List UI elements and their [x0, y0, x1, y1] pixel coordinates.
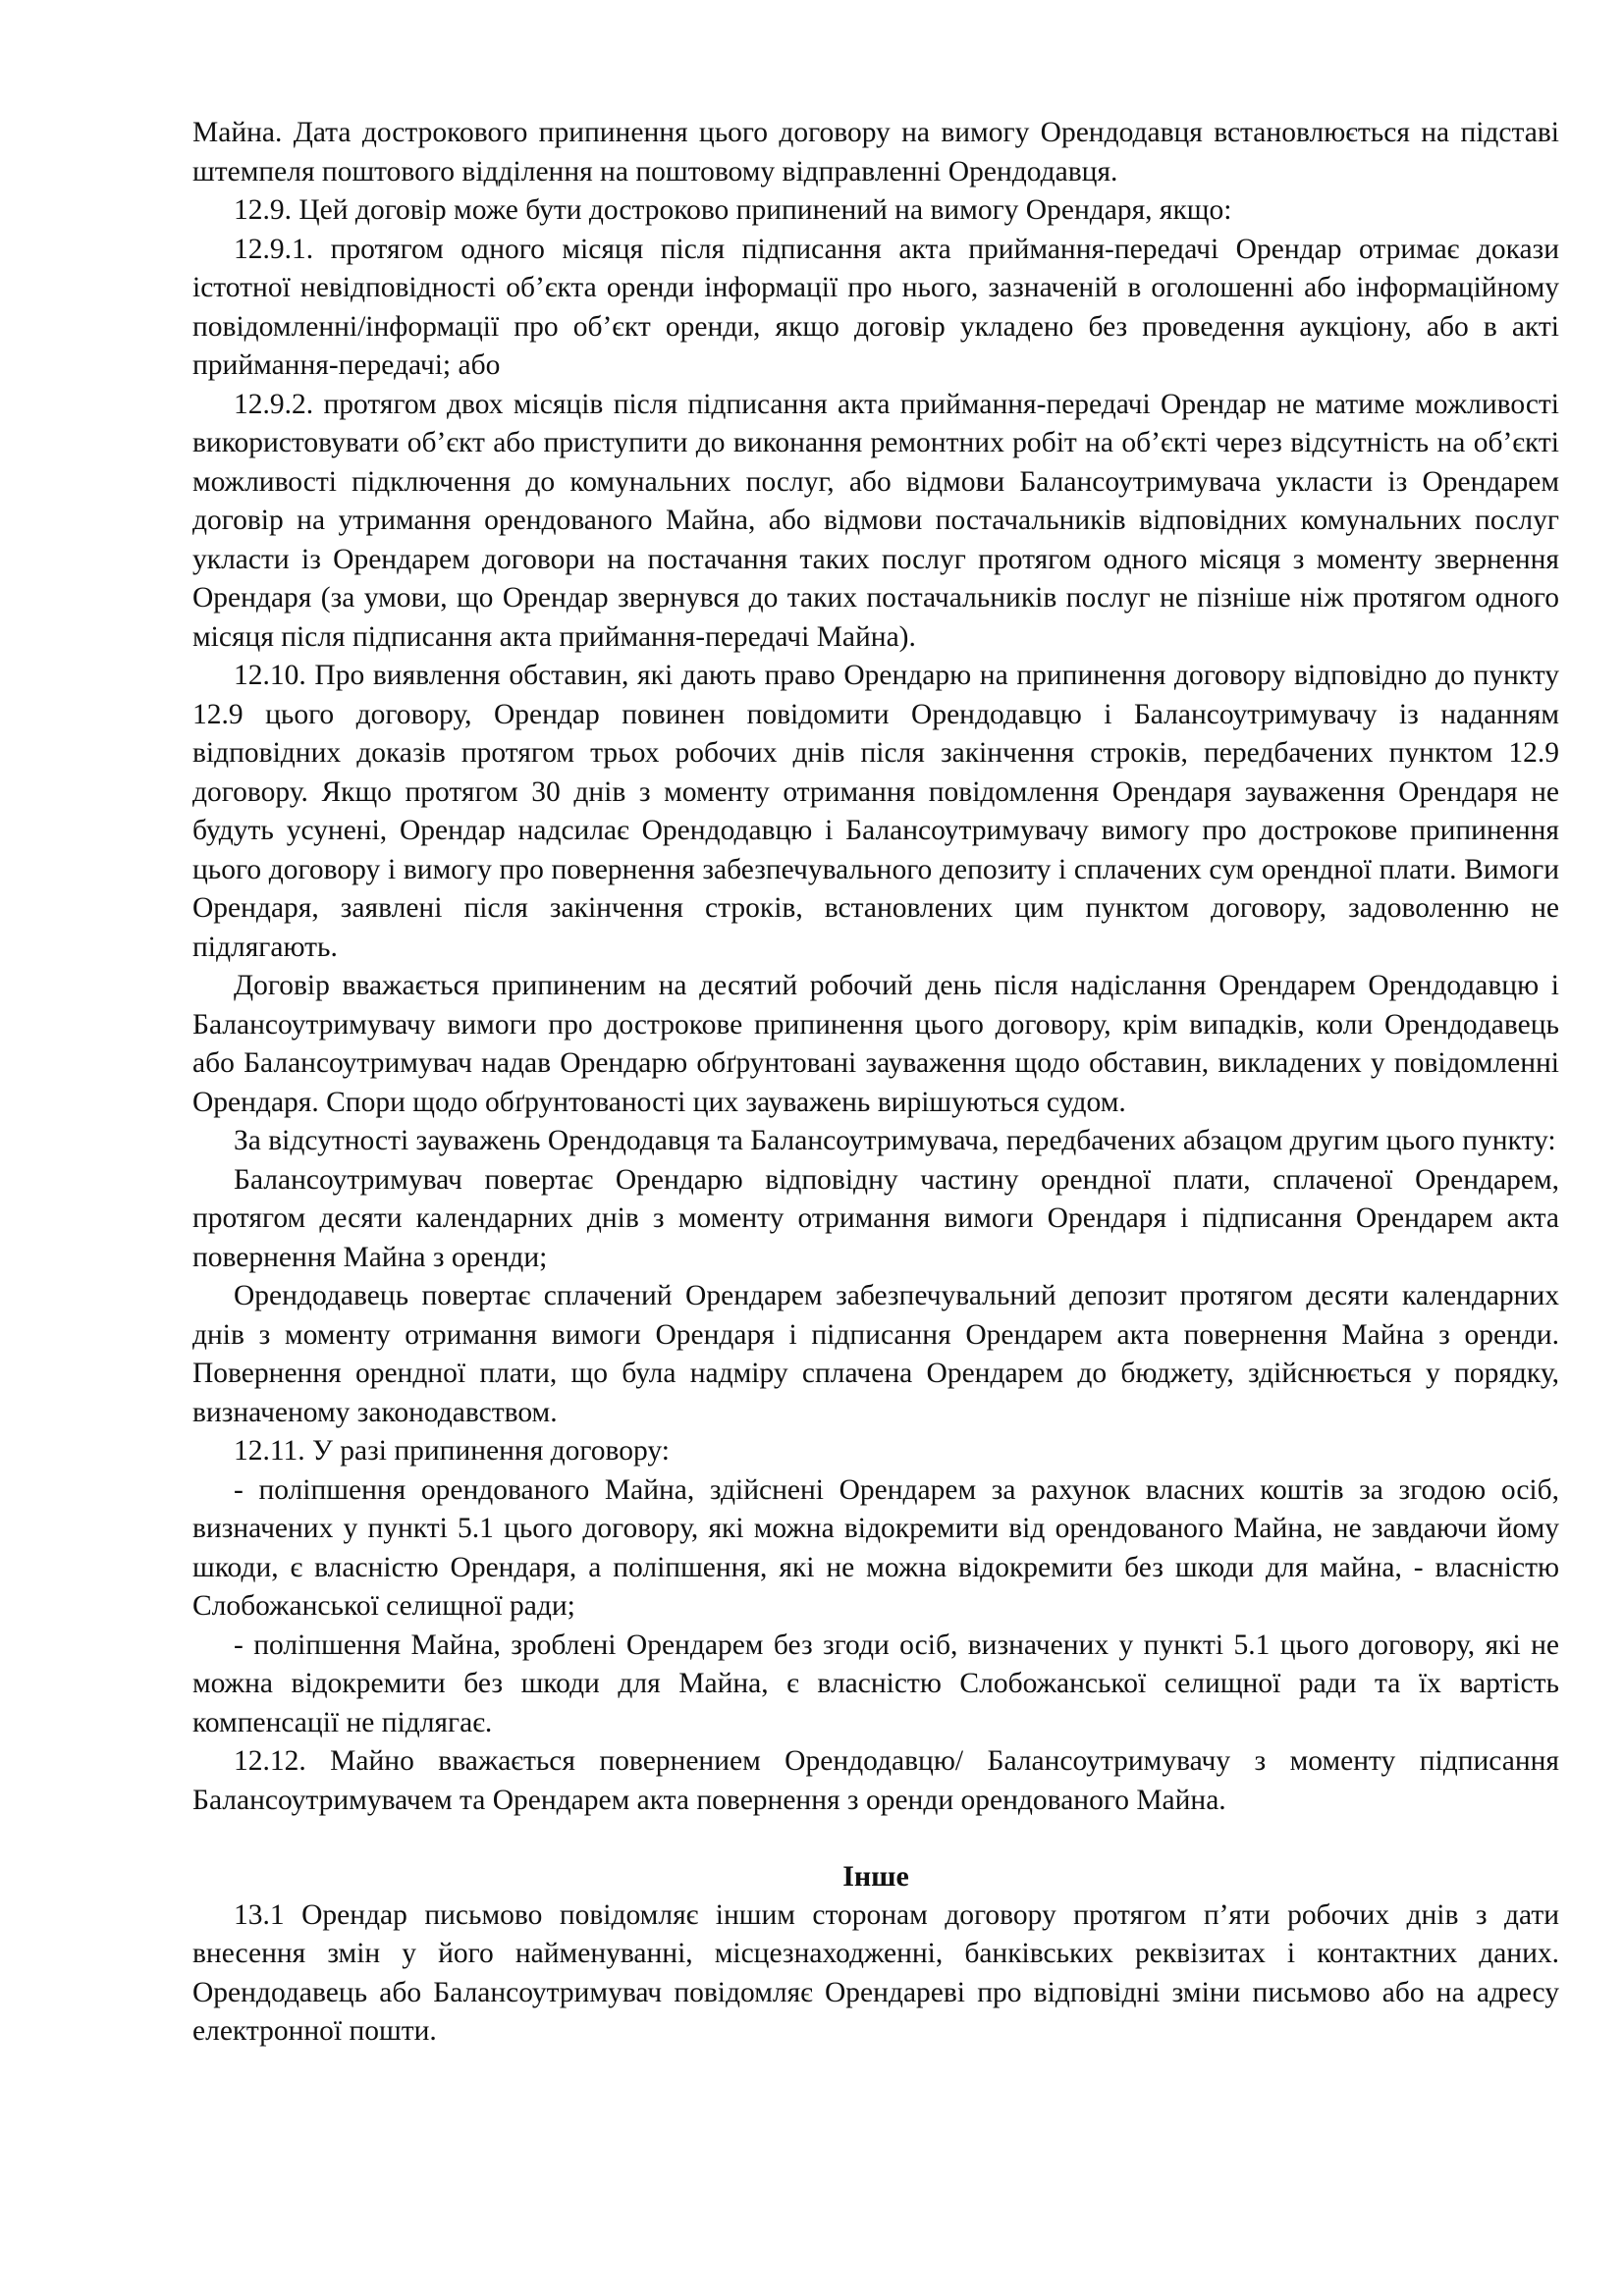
paragraph-improvements-without-consent: - поліпшення Майна, зроблені Орендарем без згоди осіб, визначених у пункті 5.1 цього договору, які не можна відокремити без шкоди для Майна, є власністю Слобожанської селищної ради та їх вартість компенсації не підлягає. — [192, 1629, 1559, 1738]
paragraph-13-1: 13.1 Орендар письмово повідомляє іншим сторонам договору протягом п’яти робочих днів з дати внесення змін у його найменуванні, місцезнаходженні, банківських реквізитах і контактних даних. Орендодавець або Балансоутримувач повідомляє Орендареві про відповідні зміни письмово або на адресу електронної пошти. — [192, 1898, 1559, 2047]
paragraph-no-objections: За відсутності зауважень Орендодавця та Балансоутримувача, передбачених абзацом другим цього пункту: — [234, 1125, 1556, 1156]
paragraph-12-9-2: 12.9.2. протягом двох місяців після підписання акта приймання-передачі Орендар не матиме можливості використовувати об’єкт або приступити до виконання ремонтних робіт на об’єкті через відсутність на об’єкті можливості підключення до комунальних послуг, або відмови Балансоутримувача укласти із Орендарем договір на утримання орендованого Майна, або відмови постачальників відповідних комунальних послуг укласти із Орендарем договори на постачання таких послуг протягом одного місяця з моменту звернення Орендаря (за умови, що Орендар звернувся до таких постачальників послуг не пізніше ніж протягом одного місяця після підписання акта приймання-передачі Майна). — [192, 388, 1559, 653]
paragraph-lessor-returns: Орендодавець повертає сплачений Орендарем забезпечувальний депозит протягом десяти календарних днів з моменту отримання вимоги Орендаря і підписання Орендарем акта повернення Майна з оренди. Повернення орендної плати, що була надміру сплачена Орендарем до бюджету, здійснюється у порядку, визначеному законодавством. — [192, 1280, 1559, 1428]
paragraph-12-9-1: 12.9.1. протягом одного місяця після підписання акта приймання-передачі Орендар отримає докази істотної невідповідності об’єкта оренди інформації про нього, зазначеній в оголошенні або інформаційному повідомленні/інформації про об’єкт оренди, якщо договір укладено без проведення аукціону, або в акті приймання-передачі; або — [192, 233, 1559, 381]
section-heading-other: Інше — [842, 1860, 909, 1893]
paragraph-balance-holder-returns: Балансоутримувач повертає Орендарю відповідну частину орендної плати, сплаченої Орендарем, протягом десяти календарних днів з моменту отримання вимоги Орендаря і підписання Орендарем акта повернення Майна з оренди; — [192, 1163, 1559, 1273]
paragraph-improvements-separable: - поліпшення орендованого Майна, здійснені Орендарем за рахунок власних коштів за згодою осіб, визначених у пункті 5.1 цього договору, які можна відокремити від орендованого Майна, не завдаючи йому шкоди, є власністю Орендаря, а поліпшення, які не можна відокремити без шкоди для майна, - власністю Слобожанської селищної ради; — [192, 1473, 1559, 1622]
paragraph-12-11: 12.11. У разі припинення договору: — [234, 1435, 670, 1467]
document-page — [192, 114, 1559, 2052]
paragraph-continuation: Майна. Дата дострокового припинення цього договору на вимогу Орендодавця встановлюється на підставі штемпеля поштового відділення на поштовому відправленні Орендодавця. — [192, 117, 1559, 187]
paragraph-12-9: 12.9. Цей договір може бути достроково припинений на вимогу Орендаря, якщо: — [234, 194, 1232, 226]
paragraph-12-12: 12.12. Майно вважається повернением Орендодавцю/ Балансоутримувачу з моменту підписання Балансоутримувачем та Орендарем акта повернення з оренди орендованого Майна. — [192, 1745, 1559, 1816]
paragraph-12-10: 12.10. Про виявлення обставин, які дають право Орендарю на припинення договору відповідно до пункту 12.9 цього договору, Орендар повинен повідомити Орендодавцю і Балансоутримувачу із наданням відповідних доказів протягом трьох робочих днів після закінчення строків, передбачених пунктом 12.9 договору. Якщо протягом 30 днів з моменту отримання повідомлення Орендаря зауваження Орендаря не будуть усунені, Орендар надсилає Орендодавцю і Балансоутримувачу вимогу про дострокове припинення цього договору і вимогу про повернення забезпечувального депозиту і сплачених сум орендної плати. Вимоги Орендаря, заявлені після закінчення строків, встановлених цим пунктом договору, задоволенню не підлягають. — [192, 660, 1559, 963]
paragraph-termination-day: Договір вважається припиненим на десятий робочий день після надіслання Орендарем Орендодавцю і Балансоутримувачу вимоги про дострокове припинення цього договору, крім випадків, коли Орендодавець або Балансоутримувач надав Орендарю обґрунтовані зауваження щодо обставин, викладених у повідомленні Орендаря. Спори щодо обґрунтованості цих зауважень вирішуються судом. — [192, 970, 1559, 1118]
